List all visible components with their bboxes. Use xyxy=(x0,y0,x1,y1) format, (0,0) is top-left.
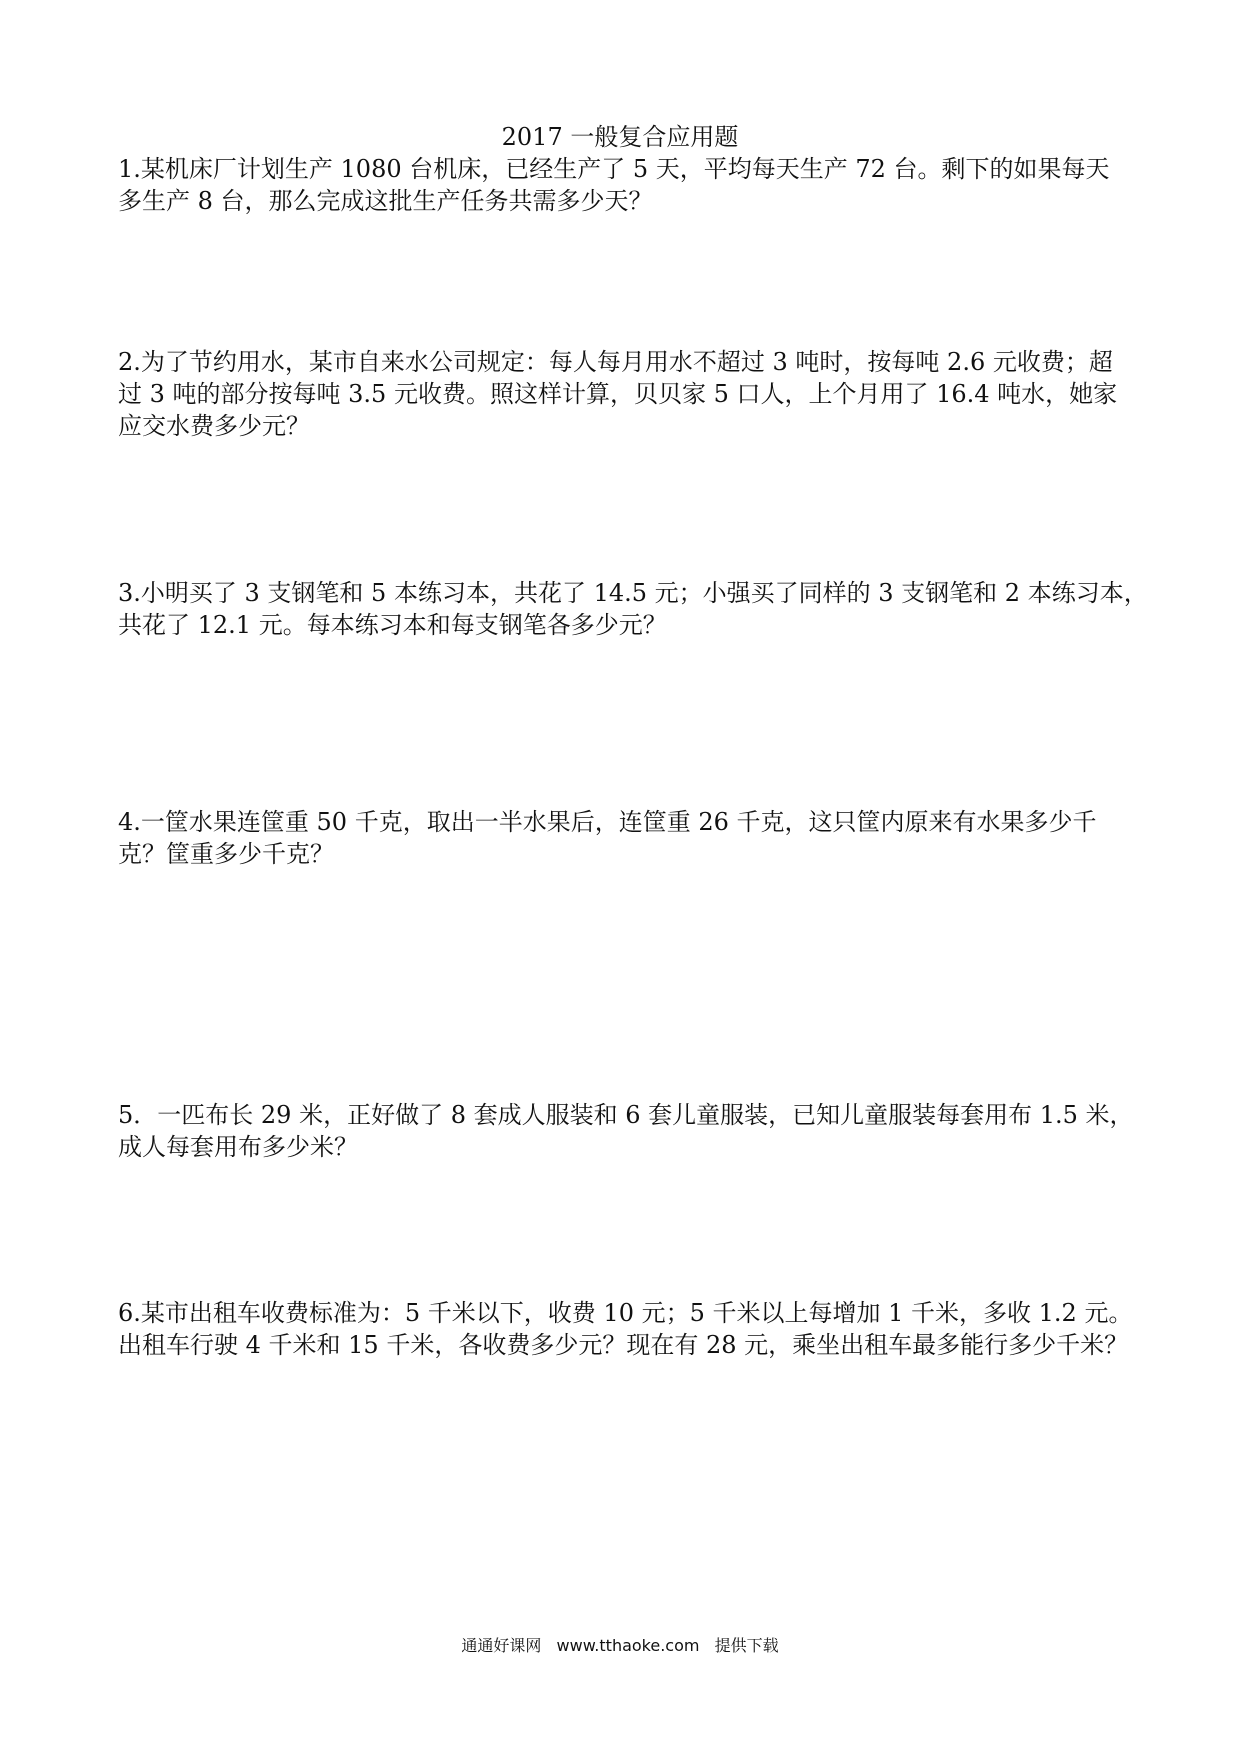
question-line: 应交水费多少元？ xyxy=(118,412,310,440)
page-footer xyxy=(0,1636,1240,1656)
question-line: 6.某市出租车收费标准为：5 千米以下，收费 10 元；5 千米以上每增加 1 千米，多收 1.2 元。 xyxy=(118,1299,1133,1327)
question-6 xyxy=(118,1297,1133,1361)
question-5 xyxy=(118,1099,1133,1163)
page-title: 2017 一般复合应用题 xyxy=(501,123,739,151)
question-3 xyxy=(118,577,1148,641)
question-4 xyxy=(118,806,1133,870)
question-line: 5．一匹布长 29 米，正好做了 8 套成人服装和 6 套儿童服装，已知儿童服装每套用布 1.5 米， xyxy=(118,1101,1134,1129)
question-line: 4.一筐水果连筐重 50 千克，取出一半水果后，连筐重 26 千克，这只筐内原来有水果多少千 xyxy=(118,808,1097,836)
question-line: 2.为了节约用水，某市自来水公司规定：每人每月用水不超过 3 吨时，按每吨 2.6 元收费；超 xyxy=(118,348,1113,376)
question-line: 多生产 8 台，那么完成这批生产任务共需多少天？ xyxy=(118,187,653,215)
question-line: 共花了 12.1 元。每本练习本和每支钢笔各多少元？ xyxy=(118,611,667,639)
question-1 xyxy=(118,153,1133,217)
footer-url[interactable]: www.tthaoke.com xyxy=(556,1636,700,1655)
question-line: 1.某机床厂计划生产 1080 台机床，已经生产了 5 天，平均每天生产 72 台。剩下的如果每天 xyxy=(118,155,1110,183)
question-line: 出租车行驶 4 千米和 15 千米，各收费多少元？现在有 28 元，乘坐出租车最多能行多少千米？ xyxy=(118,1331,1129,1359)
question-2 xyxy=(118,346,1133,442)
question-line: 成人每套用布多少米？ xyxy=(118,1133,358,1161)
question-line: 3.小明买了 3 支钢笔和 5 本练习本，共花了 14.5 元；小强买了同样的 3 支钢笔和 2 本练习本， xyxy=(118,579,1148,607)
footer-site-name: 通通好课网 xyxy=(461,1636,542,1655)
question-line: 克？筐重多少千克？ xyxy=(118,840,334,868)
question-line: 过 3 吨的部分按每吨 3.5 元收费。照这样计算，贝贝家 5 口人，上个月用了 16.4 吨水，她家 xyxy=(118,380,1118,408)
footer-note: 提供下载 xyxy=(714,1636,779,1655)
